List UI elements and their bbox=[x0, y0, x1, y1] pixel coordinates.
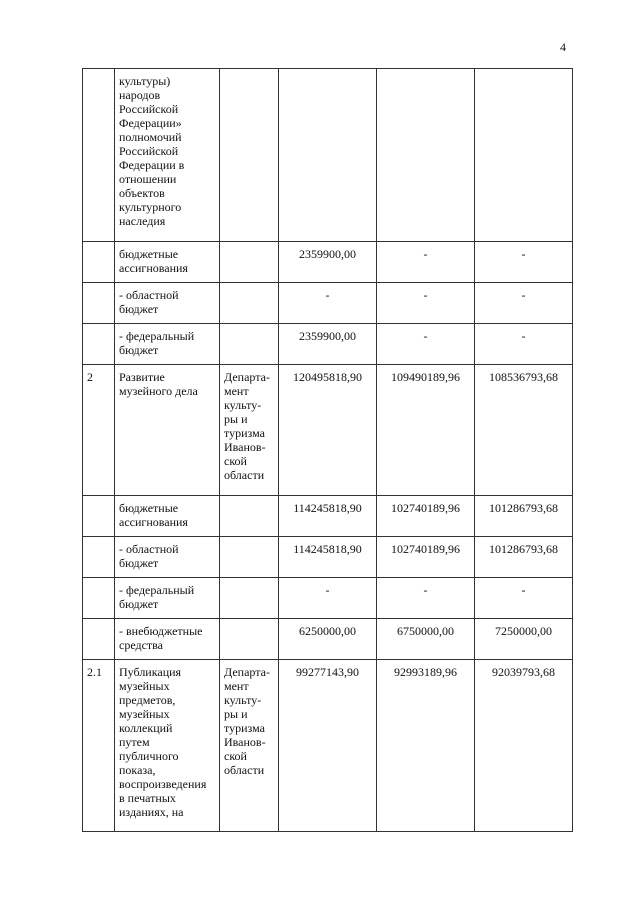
page-number: 4 bbox=[560, 40, 566, 54]
value-cell-2 bbox=[377, 365, 475, 496]
value-cell-3 bbox=[475, 660, 573, 832]
row-number-cell bbox=[83, 242, 115, 283]
value-cell-3 bbox=[475, 496, 573, 537]
row-name-cell bbox=[115, 242, 220, 283]
value-cell-1 bbox=[279, 324, 377, 365]
value-3: 101286793,68 bbox=[489, 542, 558, 556]
table-row bbox=[83, 578, 573, 619]
table-row bbox=[83, 324, 573, 365]
value-3: - bbox=[521, 247, 526, 261]
row-number-cell bbox=[83, 283, 115, 324]
row-name-cell bbox=[115, 283, 220, 324]
value-cell-2 bbox=[377, 578, 475, 619]
value-cell-2 bbox=[377, 660, 475, 832]
value-cell-1 bbox=[279, 242, 377, 283]
budget-table-body bbox=[83, 69, 573, 832]
value-cell-3 bbox=[475, 578, 573, 619]
value-3: 101286793,68 bbox=[489, 501, 558, 515]
row-number-cell bbox=[83, 619, 115, 660]
table-row bbox=[83, 660, 573, 832]
row-name-cell bbox=[115, 69, 220, 242]
value-2: 102740189,96 bbox=[391, 542, 460, 556]
row-name-cell bbox=[115, 496, 220, 537]
row-name: - федеральный бюджет bbox=[119, 329, 195, 357]
row-executor-cell bbox=[220, 283, 279, 324]
row-executor-cell bbox=[220, 578, 279, 619]
value-cell-1 bbox=[279, 496, 377, 537]
value-1: 6250000,00 bbox=[299, 624, 356, 638]
value-cell-2 bbox=[377, 537, 475, 578]
row-name-cell bbox=[115, 537, 220, 578]
value-3: 7250000,00 bbox=[495, 624, 552, 638]
row-name: культуры) народов Российской Федерации» полномочий Российской Федерации в отношении объектов культурного наследия bbox=[119, 74, 185, 228]
row-number: 2 bbox=[87, 370, 93, 384]
value-cell-2 bbox=[377, 69, 475, 242]
value-cell-1 bbox=[279, 537, 377, 578]
value-cell-1 bbox=[279, 660, 377, 832]
row-executor-cell bbox=[220, 242, 279, 283]
value-1: - bbox=[325, 583, 330, 597]
value-cell-3 bbox=[475, 619, 573, 660]
row-executor: Департа- мент культу- ры и туризма Иванов- ской области bbox=[224, 370, 270, 482]
value-cell-3 bbox=[475, 69, 573, 242]
value-cell-3 bbox=[475, 537, 573, 578]
row-name: - областной бюджет bbox=[119, 288, 179, 316]
row-name: бюджетные ассигнования bbox=[119, 501, 188, 529]
value-3: - bbox=[521, 583, 526, 597]
table-row bbox=[83, 283, 573, 324]
value-3: 108536793,68 bbox=[489, 370, 558, 384]
row-name: - федеральный бюджет bbox=[119, 583, 195, 611]
value-2: - bbox=[423, 583, 428, 597]
value-cell-1 bbox=[279, 69, 377, 242]
row-name: Публикация музейных предметов, музейных коллекций путем публичного показа, воспроизведения в печатных изданиях, на bbox=[119, 665, 207, 819]
value-2: 102740189,96 bbox=[391, 501, 460, 515]
table-row bbox=[83, 496, 573, 537]
value-1: 120495818,90 bbox=[293, 370, 362, 384]
table-row bbox=[83, 537, 573, 578]
value-1: 114245818,90 bbox=[293, 542, 362, 556]
value-cell-1 bbox=[279, 578, 377, 619]
row-name: - областной бюджет bbox=[119, 542, 179, 570]
value-3: 92039793,68 bbox=[492, 665, 555, 679]
row-name: Развитие музейного дела bbox=[119, 370, 198, 398]
value-3: - bbox=[521, 288, 526, 302]
value-cell-3 bbox=[475, 324, 573, 365]
value-cell-2 bbox=[377, 619, 475, 660]
value-cell-1 bbox=[279, 365, 377, 496]
row-executor-cell bbox=[220, 69, 279, 242]
row-name: бюджетные ассигнования bbox=[119, 247, 188, 275]
table-row bbox=[83, 365, 573, 496]
row-number-cell bbox=[83, 660, 115, 832]
value-1: 99277143,90 bbox=[296, 665, 359, 679]
row-executor-cell bbox=[220, 324, 279, 365]
row-number: 2.1 bbox=[87, 665, 102, 679]
row-name-cell bbox=[115, 660, 220, 832]
row-number-cell bbox=[83, 537, 115, 578]
row-name-cell bbox=[115, 578, 220, 619]
row-executor-cell bbox=[220, 365, 279, 496]
value-cell-2 bbox=[377, 283, 475, 324]
value-1: - bbox=[325, 288, 330, 302]
row-number-cell bbox=[83, 496, 115, 537]
row-executor-cell bbox=[220, 619, 279, 660]
value-cell-1 bbox=[279, 283, 377, 324]
value-2: 6750000,00 bbox=[397, 624, 454, 638]
value-cell-3 bbox=[475, 283, 573, 324]
value-cell-3 bbox=[475, 365, 573, 496]
value-3: - bbox=[521, 329, 526, 343]
value-1: 2359900,00 bbox=[299, 247, 356, 261]
value-1: 2359900,00 bbox=[299, 329, 356, 343]
budget-table bbox=[82, 68, 573, 832]
table-row bbox=[83, 242, 573, 283]
row-executor-cell bbox=[220, 496, 279, 537]
value-cell-2 bbox=[377, 496, 475, 537]
row-name: - внебюджетные средства bbox=[119, 624, 203, 652]
row-number-cell bbox=[83, 578, 115, 619]
value-2: - bbox=[423, 288, 428, 302]
row-executor: Департа- мент культу- ры и туризма Иванов- ской области bbox=[224, 665, 270, 777]
row-executor-cell bbox=[220, 537, 279, 578]
value-2: - bbox=[423, 329, 428, 343]
value-cell-2 bbox=[377, 242, 475, 283]
row-number-cell bbox=[83, 69, 115, 242]
row-executor-cell bbox=[220, 660, 279, 832]
row-name-cell bbox=[115, 324, 220, 365]
value-1: 114245818,90 bbox=[293, 501, 362, 515]
table-row bbox=[83, 69, 573, 242]
table-row bbox=[83, 619, 573, 660]
value-2: - bbox=[423, 247, 428, 261]
row-name-cell bbox=[115, 365, 220, 496]
value-cell-3 bbox=[475, 242, 573, 283]
row-number-cell bbox=[83, 324, 115, 365]
row-number-cell bbox=[83, 365, 115, 496]
value-2: 109490189,96 bbox=[391, 370, 460, 384]
row-name-cell bbox=[115, 619, 220, 660]
value-cell-1 bbox=[279, 619, 377, 660]
value-cell-2 bbox=[377, 324, 475, 365]
value-2: 92993189,96 bbox=[394, 665, 457, 679]
